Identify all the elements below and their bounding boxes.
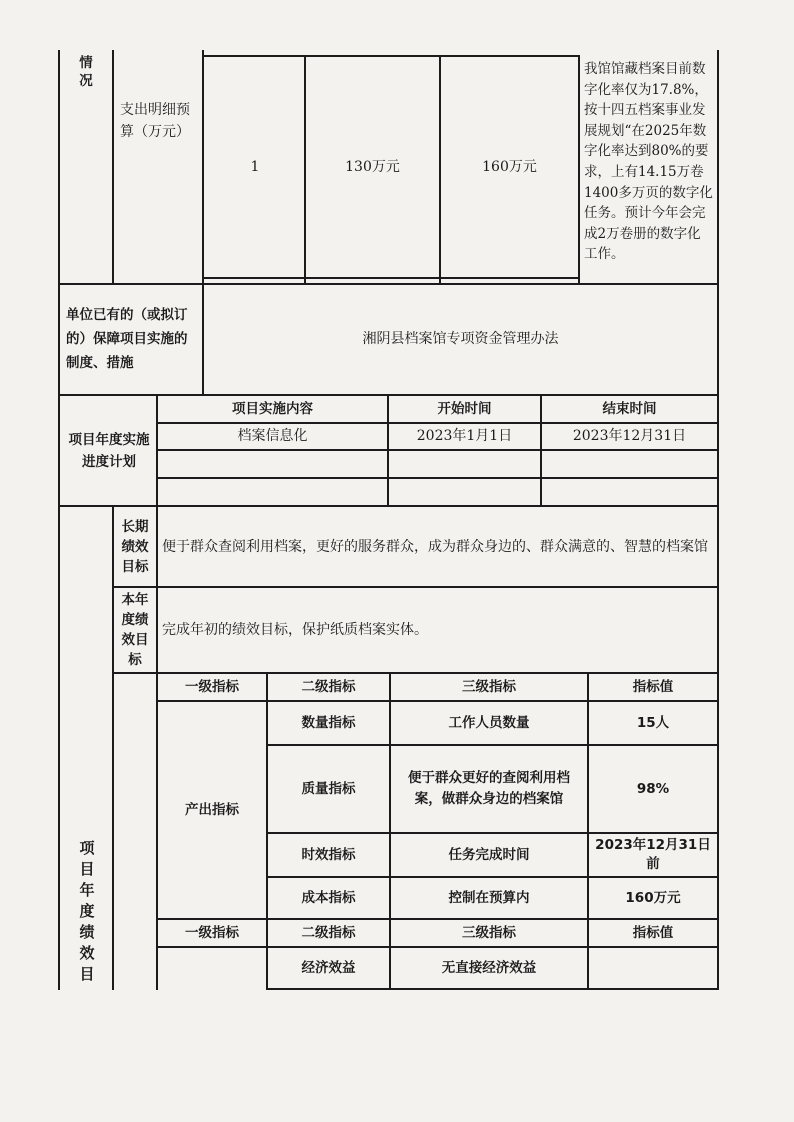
- output-row-level2: 数量指标: [301, 714, 356, 731]
- output-row-level3: 便于群众更好的查阅利用档案，做群众身边的档案馆: [408, 770, 570, 807]
- output-row-level2: 质量指标: [301, 780, 356, 797]
- budget-amount-1: 130万元: [345, 158, 400, 175]
- benefit-row-level3: 无直接经济效益: [441, 959, 537, 976]
- indicator-header-level3: 三级指标: [462, 678, 516, 695]
- schedule-header-start: 开始时间: [437, 400, 492, 417]
- indicator-header-value: 指标值: [632, 924, 674, 941]
- measures-label: 单位已有的（或拟订的）保障项目实施的制度、措施: [66, 306, 188, 371]
- output-row-value: 98%: [636, 780, 670, 797]
- schedule-row-end: 2023年12月31日: [572, 428, 687, 444]
- long-term-goal-label: 长期绩效目标: [121, 518, 149, 575]
- indicator-header-level1: 一级指标: [185, 678, 239, 695]
- output-indicator-group: 产出指标: [185, 801, 239, 818]
- section-label-situation: 情况: [79, 55, 93, 89]
- schedule-row-content: 档案信息化: [237, 428, 308, 444]
- output-row-value: 160万元: [625, 889, 681, 906]
- output-row-level2: 成本指标: [301, 889, 356, 906]
- table-border-left: [58, 50, 60, 990]
- schedule-row-start: 2023年1月1日: [416, 428, 513, 444]
- table-border-right: [717, 50, 719, 990]
- indicator-header-level2: 二级指标: [301, 678, 356, 695]
- performance-section-label: 项目年度绩效目: [77, 840, 96, 987]
- output-row-level3: 控制在预算内: [448, 889, 530, 906]
- output-row-value: 15人: [636, 714, 670, 731]
- measures-value: 湘阴县档案馆专项资金管理办法: [362, 331, 559, 347]
- benefit-row-value: [589, 948, 717, 988]
- output-row-level3: 工作人员数量: [448, 714, 530, 731]
- indicator-header-level2: 二级指标: [301, 924, 356, 941]
- schedule-header-end: 结束时间: [602, 400, 657, 417]
- budget-amount-2: 160万元: [482, 158, 537, 175]
- benefit-row-level2: 经济效益: [301, 959, 356, 976]
- annual-goal-label: 本年度绩效目标: [121, 592, 149, 668]
- annual-goal-value: 完成年初的绩效目标，保护纸质档案实体。: [162, 621, 428, 638]
- long-term-goal-value: 便于群众查阅利用档案，更好的服务群众，成为群众身边的、群众满意的、智慧的档案馆: [162, 538, 708, 555]
- output-row-value: 2023年12月31日前: [595, 837, 711, 872]
- indicator-header-level3: 三级指标: [462, 924, 516, 941]
- budget-detail-label: 支出明细预算（万元）: [120, 102, 190, 140]
- schedule-header-content: 项目实施内容: [232, 400, 313, 417]
- indicator-header-level1: 一级指标: [185, 924, 239, 941]
- budget-index: 1: [250, 158, 260, 175]
- indicator-header-value: 指标值: [632, 678, 674, 695]
- schedule-label: 项目年度实施进度计划: [68, 431, 150, 470]
- output-row-level3: 任务完成时间: [448, 846, 530, 863]
- budget-note: 我馆馆藏档案目前数字化率仅为17.8%，按十四五档案事业发展规划“在2025年数字化率达到80%的要求，上有14.15万卷1400多万页的数字化任务。预计今年会完成2万卷册的数字化工作。: [584, 61, 713, 263]
- output-row-level2: 时效指标: [301, 846, 356, 863]
